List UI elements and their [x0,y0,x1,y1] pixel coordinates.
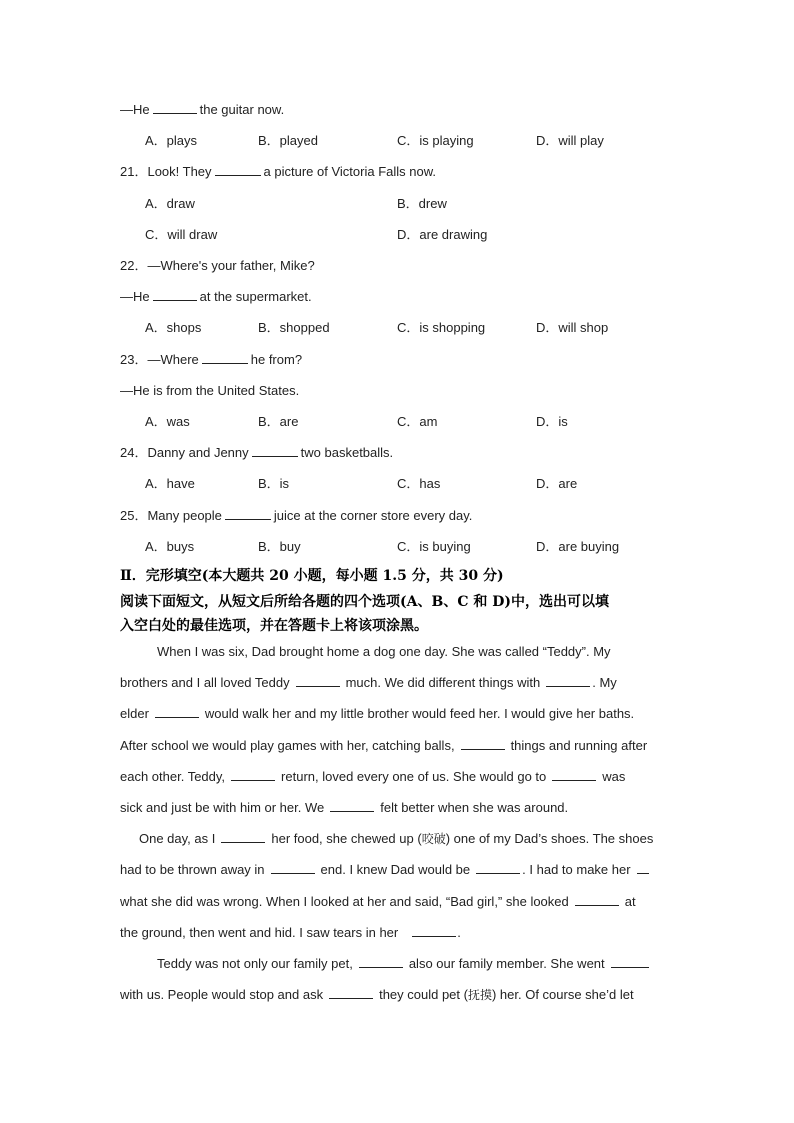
option-d: D．will shop [536,320,609,335]
option-a: A．shops [145,320,202,335]
answer-blank [225,507,271,520]
option-b: B．played [258,133,318,148]
passage-line: Teddy was not only our family pet, also our family member. She went [157,955,649,973]
option-a: A．draw [145,196,195,211]
q20-answer-line: —He the guitar now. [120,102,285,117]
section-title: Ⅱ．完形填空(本大题共 20 小题，每小题 1.5 分，共 30 分) [120,568,504,584]
q23-answer-line: —He is from the United States. [120,383,300,398]
cloze-blank [221,830,265,843]
cloze-blank [611,955,649,968]
option-b: B．is [258,476,290,491]
cloze-blank [552,768,596,781]
option-a: A．plays [145,133,198,148]
option-d: D．will play [536,133,604,148]
option-d: D．are drawing [397,227,488,242]
passage-line: sick and just be with him or her. We felt better when she was around. [120,800,569,815]
q22-stem: 22．—Where's your father, Mike? [120,258,315,273]
cloze-blank [637,861,649,874]
option-c: C．will draw [145,227,218,242]
option-c: C．is shopping [397,320,486,335]
option-b: B．drew [397,196,447,211]
cloze-blank [476,861,520,874]
passage-line: After school we would play games with her, catching balls, things and running after [120,738,648,753]
q23-stem: 23．—Where he from? [120,352,303,367]
section-instruction: 阅读下面短文，从短文后所给各题的四个选项(A、B、C 和 D)中，选出可以填 [120,594,609,610]
cloze-blank [296,674,340,687]
option-d: D．are [536,476,578,491]
cloze-blank [546,674,590,687]
cloze-blank [329,986,373,999]
option-c: C．am [397,414,438,429]
answer-blank [202,351,248,364]
passage-line: each other. Teddy, return, loved every one of us. She would go to was [120,769,626,784]
passage-line: the ground, then went and hid. I saw tears in her . [120,925,461,940]
cloze-blank [359,955,403,968]
answer-blank [153,288,197,301]
cloze-blank [155,705,199,718]
section-instruction: 入空白处的最佳选项，并在答题卡上将该项涂黑。 [120,618,428,634]
cloze-blank [330,799,374,812]
option-c: C．has [397,476,441,491]
answer-blank [153,101,197,114]
answer-blank [215,163,261,176]
passage-line: One day, as I her food, she chewed up (咬破) one of my Dad’s shoes. The shoes [139,831,654,846]
cloze-blank [271,861,315,874]
option-d: D．is [536,414,568,429]
passage-line: had to be thrown away in end. I knew Dad would be . I had to make her [120,861,649,879]
passage-line: with us. People would stop and ask they could pet (抚摸) her. Of course she’d let [120,987,634,1002]
option-b: B．buy [258,539,301,554]
option-c: C．is playing [397,133,474,148]
option-d: D．are buying [536,539,620,554]
q22-answer-line: —He at the supermarket. [120,289,312,304]
q25-stem: 25．Many people juice at the corner store every day. [120,508,473,523]
passage-line: elder would walk her and my little brother would feed her. I would give her baths. [120,706,635,721]
cloze-blank [575,893,619,906]
option-b: B．shopped [258,320,330,335]
cloze-blank [231,768,275,781]
option-a: A．buys [145,539,195,554]
cloze-blank [461,737,505,750]
option-a: A．have [145,476,195,491]
option-b: B．are [258,414,299,429]
passage-line: brothers and I all loved Teddy much. We did different things with . My [120,675,617,690]
q21-stem: 21．Look! They a picture of Victoria Falls now. [120,164,436,179]
passage-line: When I was six, Dad brought home a dog one day. She was called “Teddy”. My [157,644,611,659]
option-c: C．is buying [397,539,471,554]
q24-stem: 24．Danny and Jenny two basketballs. [120,445,394,460]
passage-line: what she did was wrong. When I looked at her and said, “Bad girl,” she looked at [120,894,636,909]
cloze-blank [412,924,456,937]
answer-blank [252,444,298,457]
option-a: A．was [145,414,190,429]
